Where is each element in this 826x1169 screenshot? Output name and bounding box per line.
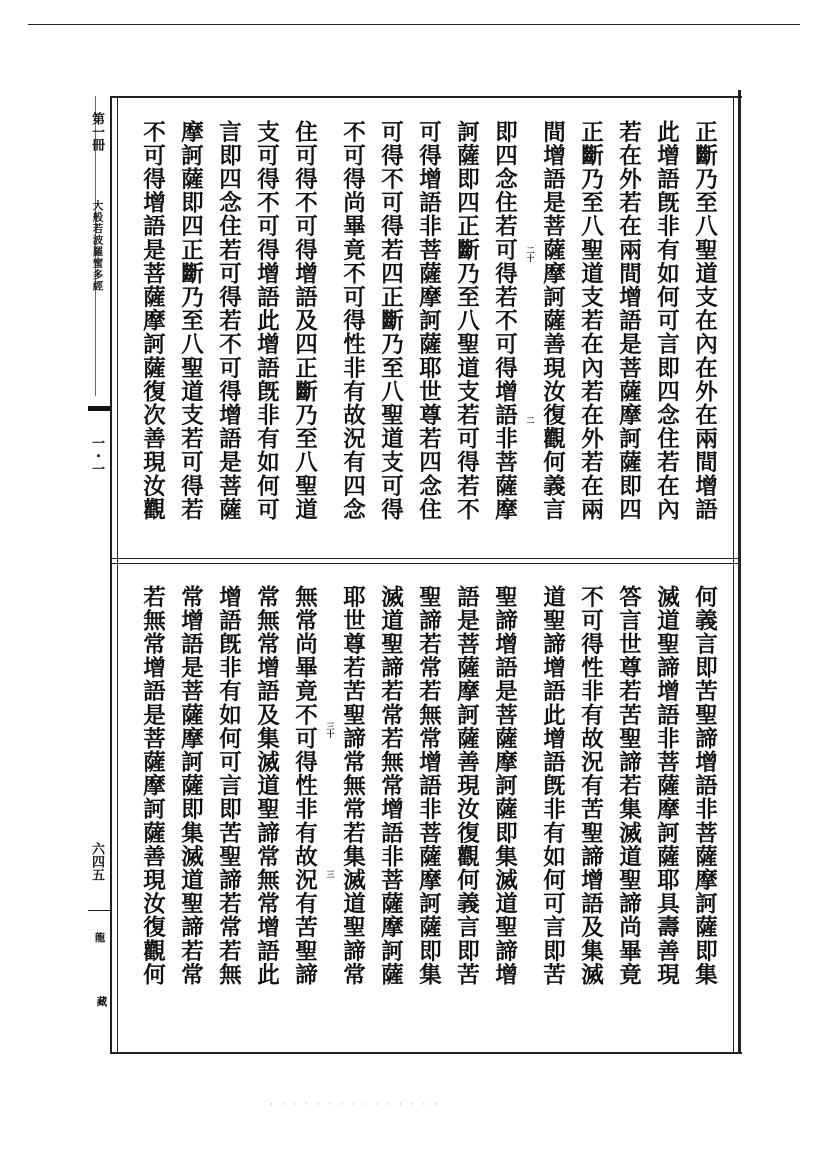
lower-column-8: 聖諦若常若無常增語非菩薩摩訶薩即集: [415, 585, 442, 987]
frame-bottom: [112, 1052, 742, 1054]
frame-left-outer: [110, 96, 112, 1054]
top-rule: [28, 24, 800, 25]
frame-right-inner: [733, 96, 734, 1054]
page-section: 一・一: [89, 436, 104, 475]
lower-column-10: 耶世尊若苦聖諦常無常若集滅道聖諦常: [339, 585, 366, 987]
lower-column-13: 增語旣非有如何可言即苦聖諦若常若無: [215, 585, 242, 987]
lower-column-12: 常無常增語及集滅道聖諦常無常增語此: [253, 585, 280, 987]
upper-column-9: 可得不可得若四正斷乃至八聖道支可得: [377, 120, 404, 522]
volume-label: 第一冊: [89, 112, 104, 151]
lower-column-4: 不可得性非有故況有苦聖諦增語及集滅: [577, 585, 604, 987]
lower-column-5: 道聖諦增語此增語旣非有如何可言即苦: [539, 585, 566, 987]
lower-column-6: 聖諦增語是菩薩摩訶薩即集滅道聖諦增: [491, 585, 518, 987]
page-number: 六四五: [89, 842, 104, 881]
lower-column-15: 若無常增語是菩薩摩訶薩善現汝復觀何: [139, 585, 166, 987]
annotation-mark: 三: [326, 870, 336, 878]
upper-column-8: 可得增語非菩薩摩訶薩耶世尊若四念住: [415, 120, 442, 522]
upper-column-14: 摩訶薩即四正斷乃至八聖道支若可得若: [177, 120, 204, 522]
upper-column-11: 住可得不可得增語及四正斷乃至八聖道: [291, 120, 318, 522]
lower-column-7: 語是菩薩摩訶薩善現汝復觀何義言即苦: [453, 585, 480, 987]
lower-column-11: 無常尚畢竟不可得性非有故況有苦聖諦: [291, 585, 318, 987]
lower-column-9: 滅道聖諦若常若無常增語非菩薩摩訶薩: [377, 585, 404, 987]
upper-column-12: 支可得不可得增語此增語旣非有如何可: [253, 120, 280, 522]
frame-left-inner: [117, 96, 118, 1054]
sutra-title: 大般若波羅蜜多經: [91, 200, 104, 292]
scan-artifact: · · · · · · · · · · · · · · ·: [270, 1100, 440, 1110]
lower-column-14: 常增語是菩薩摩訶薩即集滅道聖諦若常: [177, 585, 204, 987]
upper-column-13: 言即四念住若可得若不可得增語是菩薩: [215, 120, 242, 522]
upper-column-2: 此增語旣非有如何可言即四念住若在內: [653, 120, 680, 522]
lower-column-2: 滅道聖諦增語非菩薩摩訶薩耶具壽善現: [653, 585, 680, 987]
frame-right-outer: [738, 90, 741, 1054]
upper-column-5: 間增語是菩薩摩訶薩善現汝復觀何義言: [539, 120, 566, 522]
lower-column-1: 何義言即苦聖諦增語非菩薩摩訶薩即集: [691, 585, 718, 987]
upper-column-15: 不可得增語是菩薩摩訶薩復次善現汝觀: [139, 120, 166, 522]
upper-column-4: 正斷乃至八聖道支若在內若在外若在兩: [577, 120, 604, 522]
margin-box-top: [88, 910, 110, 911]
upper-column-3: 若在外若在兩間增語是菩薩摩訶薩即四: [615, 120, 642, 522]
lower-column-3: 答言世尊若苦聖諦若集滅道聖諦尚畢竟: [615, 585, 642, 987]
register-divider: [112, 558, 738, 559]
frame-top: [110, 96, 742, 98]
annotation-mark: 三十: [326, 722, 336, 738]
upper-column-10: 不可得尚畢竟不可得性非有故況有四念: [339, 120, 366, 522]
upper-column-1: 正斷乃至八聖道支在內在外在兩間增語: [691, 120, 718, 522]
register-divider-2: [112, 563, 738, 564]
annotation-mark: 二十: [526, 246, 536, 262]
margin-bar-top: [88, 406, 110, 411]
upper-column-7: 訶薩即四正斷乃至八聖道支若可得若不: [453, 120, 480, 522]
annotation-mark: 二: [526, 416, 536, 424]
upper-column-6: 即四念住若可得若不可得增語非菩薩摩: [491, 120, 518, 522]
edition-mark-2: 藏: [95, 996, 108, 1008]
edition-mark-1: 龍: [93, 932, 106, 944]
